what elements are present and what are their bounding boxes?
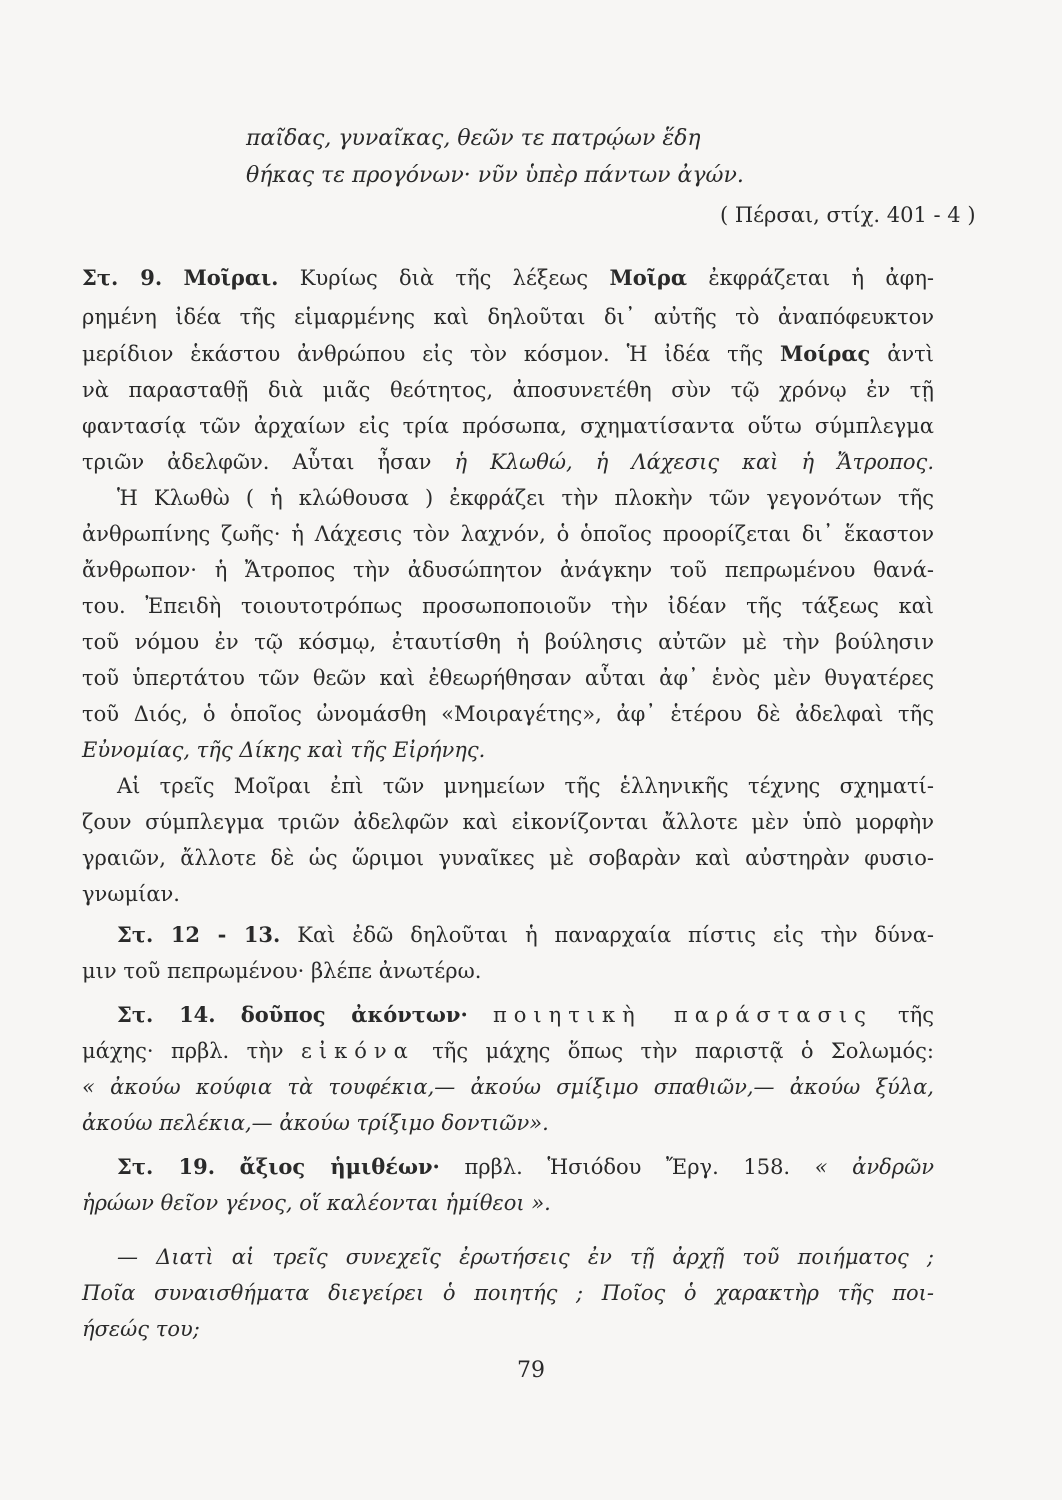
note-9-line-10: του. Ἐπειδὴ τοιουτοτρόπως προσωποποιοῦν τὴν ἰδέαν τῆς τάξεως καὶ: [82, 594, 934, 618]
note-9-line-17: γραιῶν, ἄλλοτε δὲ ὡς ὥριμοι γυναῖκες μὲ σοβαρὰν καὶ αὐστηρὰν φυσιο-: [82, 846, 934, 870]
note-9-line-9: ἄνθρωπον· ἡ Ἄτροπος τὴν ἀδυσώπητον ἀνάγκην τοῦ πεπρωμένου θανά-: [82, 558, 934, 582]
note-9-line-4: νὰ παρασταθῇ διὰ μιᾶς θεότητος, ἀποσυνετέθη σὺν τῷ χρόνῳ ἐν τῇ: [82, 378, 934, 402]
note-9-names: ἡ Κλωθώ, ἡ Λάχεσις καὶ ἡ Ἄτροπος.: [454, 450, 934, 474]
note-14-text: τῆς: [898, 1003, 934, 1027]
note-9-line-12: τοῦ ὑπερτάτου τῶν θεῶν καὶ ἐθεωρήθησαν αὗται ἀφ᾽ ἑνὸς μὲν θυγατέρες: [82, 666, 934, 690]
note-14-line-4: ἀκούω πελέκια,— ἀκούω τρίξιμο δοντιῶν».: [82, 1111, 549, 1135]
note-9-label: Στ. 9.: [82, 265, 163, 290]
question-line-1: — Διατὶ αἱ τρεῖς συνεχεῖς ἐρωτήσεις ἐν τῇ ἀρχῇ τοῦ ποιήματος ;: [117, 1245, 934, 1269]
note-9-line-2: ρημένη ἰδέα τῆς εἱμαρμένης καὶ δηλοῦται δι᾽ αὐτῆς τὸ ἀναπόφευκτον: [82, 305, 934, 329]
note-12-label: Στ. 12 - 13.: [117, 922, 281, 947]
note-9-text: μερίδιον ἑκάστου ἀνθρώπου εἰς τὸν κόσμον. Ἡ ἰδέα τῆς: [82, 342, 764, 366]
note-9-heading: Μοῖραι.: [183, 265, 279, 290]
note-9-line-13: τοῦ Διός, ὁ ὁποῖος ὠνομάσθη «Μοιραγέτης», ἀφ᾽ ἑτέρου δὲ ἀδελφαὶ τῆς: [82, 702, 934, 726]
note-9-line-6: [82, 447, 934, 477]
note-19-line-1: [117, 1152, 934, 1182]
note-14-heading: δοῦπος ἀκόντων·: [240, 1002, 468, 1027]
note-9-line-11: τοῦ νόμου ἐν τῷ κόσμῳ, ἐταυτίσθη ἡ βούλησις αὐτῶν μὲ τὴν βούλησιν: [82, 630, 934, 654]
note-9-text: ἀντὶ: [887, 342, 934, 366]
note-19-quote: « ἀνδρῶν: [814, 1155, 934, 1179]
note-9-text: ἐκφράζεται ἡ ἀφη-: [708, 266, 934, 290]
note-9-line-15: Αἱ τρεῖς Μοῖραι ἐπὶ τῶν μνημείων τῆς ἑλληνικῆς τέχνης σχηματί-: [117, 774, 934, 798]
quote-line-1: παῖδας, γυναῖκας, θεῶν τε πατρῴων ἕδη: [246, 126, 701, 151]
note-9-line-8: ἀνθρωπίνης ζωῆς· ἡ Λάχεσις τὸν λαχνόν, ὁ ὁποῖος προορίζεται δι᾽ ἕκαστον: [82, 522, 934, 546]
note-9-line-16: ζουν σύμπλεγμα τριῶν ἀδελφῶν καὶ εἰκονίζονται ἄλλοτε μὲν ὑπὸ μορφὴν: [82, 810, 934, 834]
note-19-text: πρβλ. Ἡσιόδου Ἔργ. 158.: [464, 1155, 791, 1179]
note-14-label: Στ. 14.: [117, 1002, 216, 1027]
question-line-2: Ποῖα συναισθήματα διεγείρει ὁ ποιητής ; Ποῖος ὁ χαρακτὴρ τῆς ποι-: [82, 1281, 934, 1305]
note-12-line-1: [117, 920, 934, 950]
note-14-spaced-text: ποιητικὴ παράστασις: [492, 1003, 873, 1027]
quote-source: ( Πέρσαι, στίχ. 401 - 4 ): [720, 203, 976, 227]
note-14-line-3: « ἀκούω κούφια τὰ τουφέκια,— ἀκούω σμίξιμο σπαθιῶν,— ἀκούω ξύλα,: [82, 1075, 934, 1099]
note-9-line-1: [82, 263, 934, 293]
note-12-text: Καὶ ἐδῶ δηλοῦται ἡ παναρχαία πίστις εἰς τὴν δύνα-: [297, 923, 934, 947]
quote-line-2: θήκας τε προγόνων· νῦν ὑπὲρ πάντων ἀγών.: [246, 163, 744, 188]
note-9-line-5: φαντασίᾳ τῶν ἀρχαίων εἰς τρία πρόσωπα, σχηματίσαντα οὕτω σύμπλεγμα: [82, 414, 934, 438]
note-14-text: τῆς μάχης ὅπως τὴν παριστᾷ ὁ Σολωμός:: [432, 1039, 934, 1063]
note-9-text: Κυρίως διὰ τῆς λέξεως: [299, 266, 589, 290]
note-19-line-2: ἡρώων θεῖον γένος, οἵ καλέονται ἡμίθεοι ».: [82, 1191, 551, 1215]
note-19-label: Στ. 19.: [117, 1154, 216, 1179]
note-14-line-1: [117, 1000, 934, 1030]
note-9-text: τριῶν ἀδελφῶν. Αὗται ἦσαν: [82, 450, 432, 474]
note-9-line-7: Ἡ Κλωθὼ ( ἡ κλώθουσα ) ἐκφράζει τὴν πλοκὴν τῶν γεγονότων τῆς: [117, 486, 934, 510]
note-9-line-14: Εὐνομίας, τῆς Δίκης καὶ τῆς Εἰρήνης.: [82, 738, 486, 762]
note-14-line-2: [82, 1036, 934, 1066]
note-9-term: Μοῖρα: [609, 265, 688, 290]
note-9-term: Μοίρας: [779, 341, 871, 366]
note-9-line-3: [82, 339, 934, 369]
note-12-line-2: μιν τοῦ πεπρωμένου· βλέπε ἀνωτέρω.: [82, 959, 482, 983]
page-number: 79: [517, 1358, 545, 1383]
note-14-text: μάχης· πρβλ. τὴν: [82, 1039, 284, 1063]
note-19-heading: ἄξιος ἡμιθέων·: [239, 1154, 440, 1179]
note-14-spaced-text: εἰκόνα: [300, 1039, 415, 1063]
question-line-3: ήσεώς του;: [82, 1317, 200, 1341]
note-9-line-18: γνωμίαν.: [82, 882, 180, 906]
